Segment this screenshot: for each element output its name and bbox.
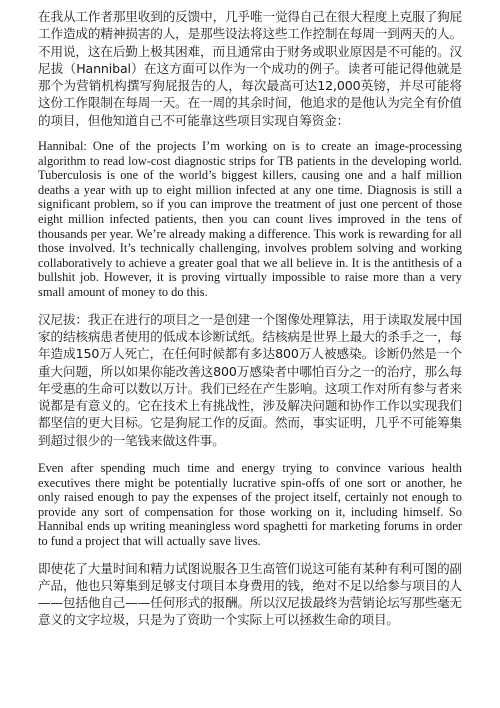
paragraph-en-funding: Even after spending much time and energy trying to convince various health executives there might be potentially lucrative spin-offs of one sort or another, he only raised enough to pay the expenses of the project itself, certainly not enough to provide any sort of compensation for those working on it, including himself. So Hannibal ends up writing meaningless word spaghetti for marketing forums in order to fund a project that will actually save lives. [38, 460, 462, 548]
paragraph-zh-hannibal-quote: 汉尼拔：我正在进行的项目之一是创建一个图像处理算法，用于读取发展中国家的结核病患者使用的低成本诊断试纸。结核病是世界上最大的杀手之一，每年造成150万人死亡，在任何时候都有多达800万人被感染。诊断仍然是一个重大问题，所以如果你能改善这800万感染者中哪怕百分之一的治疗，那么每年受惠的生命可以数以万计。我们已经在产生影响。这项工作对所有参与者来说都是有意义的。它在技术上有挑战性，涉及解决问题和协作工作以实现我们都坚信的更大目标。它是狗屁工作的反面。然而，事实证明，几乎不可能筹集到超过很少的一笔钱来做这件事。 [38, 311, 462, 448]
document-page [38, 8, 462, 629]
paragraph-zh-intro: 在我从工作者那里收到的反馈中，几乎唯一觉得自己在很大程度上克服了狗屁工作造成的精神损害的人，是那些设法将这些工作控制在每周一到两天的人。不用说，这在后勤上极其困难，而且通常由于财务或职业原因是不可能的。汉尼拔（Hannibal）在这方面可以作为一个成功的例子。读者可能记得他就是那个为营销机构撰写狗屁报告的人，每次最高可达12,000英镑，并尽可能将这份工作限制在每周一天。在一周的其余时间，他追求的是他认为完全有价值的项目，但他知道自己不可能靠这些项目实现自筹资金： [38, 9, 462, 128]
paragraph-en-hannibal-quote: Hannibal: One of the projects I’m working on is to create an image-processing algorithm to read low-cost diagnostic strips for TB patients in the developing world. Tuberculosis is one of the world’s biggest killers, causing one and a half million deaths a year with up to eight million infected at any one time. Diagnosis is still a significant problem, so if you can improve the treatment of just one percent of those eight million infected patients, then you can count lives improved in the tens of thousands per year. We’re already making a difference. This work is rewarding for all those involved. It’s technically challenging, involves problem solving and working collaboratively to achieve a greater goal that we all believe in. It is the antithesis of a bullshit job. However, it is proving virtually impossible to raise more than a very small amount of money to do this. [38, 139, 462, 300]
paragraph-zh-funding: 即使花了大量时间和精力试图说服各卫生高管们说这可能有某种有利可图的副产品，他也只筹集到足够支付项目本身费用的钱，绝对不足以给参与项目的人——包括他自己——任何形式的报酬。所以汉尼拔最终为营销论坛写那些毫无意义的文字垃圾，只是为了资助一个实际上可以拯救生命的项目。 [38, 560, 462, 628]
